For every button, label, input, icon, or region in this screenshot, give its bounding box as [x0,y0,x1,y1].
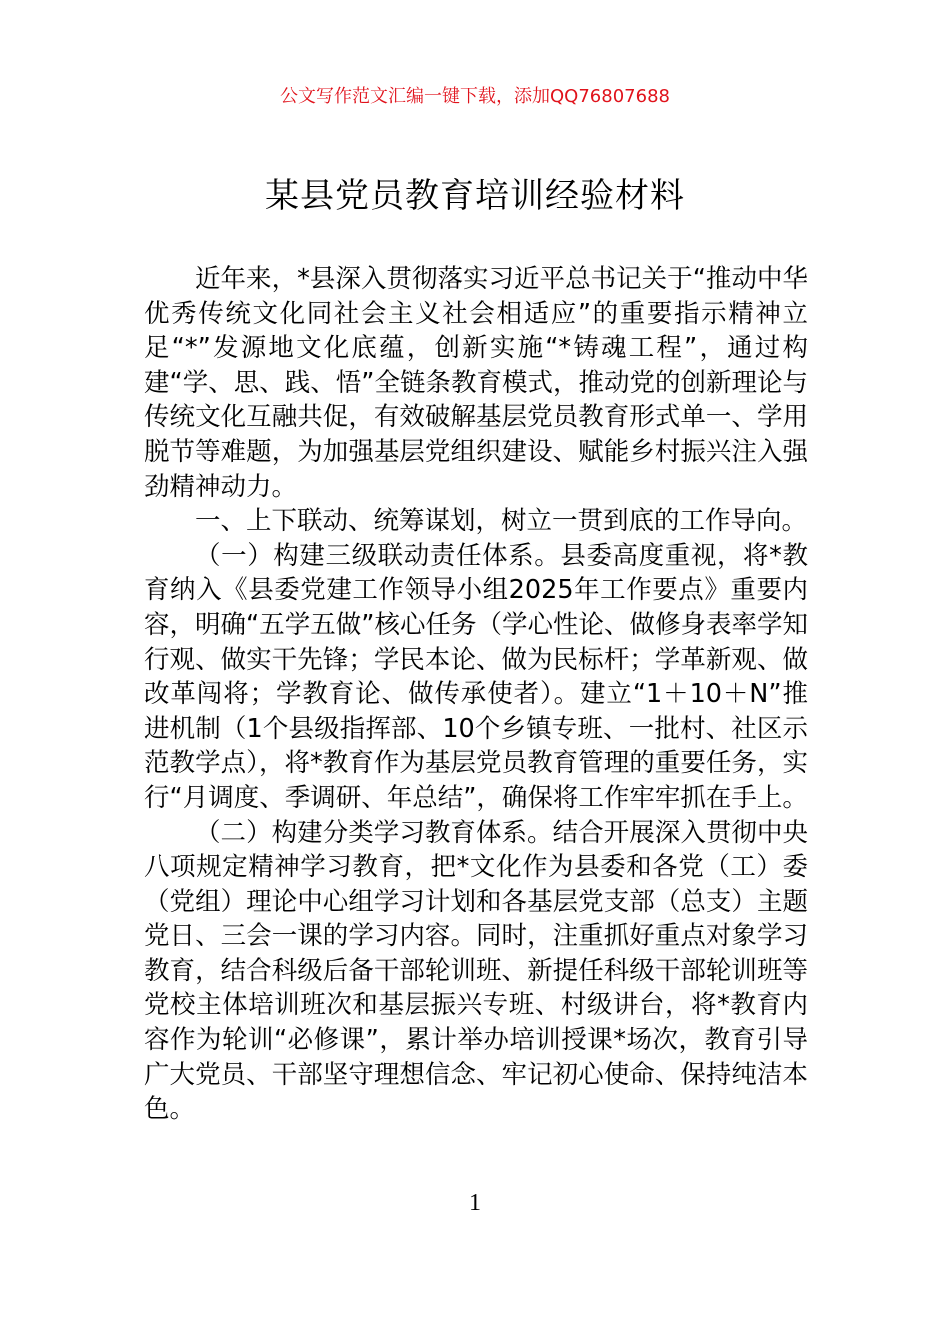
intro-paragraph: 近年来，*县深入贯彻落实习近平总书记关于“推动中华优秀传统文化同社会主义社会相适应”的重要指示精神立足“*”发源地文化底蕴，创新实施“*铸魂工程”，通过构建“学、思、践、悟”全链条教育模式，推动党的创新理论与传统文化互融共促，有效破解基层党员教育形式单一、学用脱节等难题，为加强基层党组织建设、赋能乡村振兴注入强劲精神动力。 [144,264,808,502]
promo-banner: 公文写作范文汇编一键下载，添加QQ76807688 [280,86,670,107]
section-heading-1: 一、上下联动、统筹谋划，树立一贯到底的工作导向。 [195,506,808,537]
page-number: 1 [469,1190,481,1216]
subsection-paragraph-1: （一）构建三级联动责任体系。县委高度重视，将*教育纳入《县委党建工作领导小组2025年工作要点》重要内容，明确“五学五做”核心任务（学心性论、做修身表率学知行观、做实干先锋；学民本论、做为民标杆；学革新观、做改革闯将；学教育论、做传承使者）。建立“1＋10＋N”推进机制（1个县级指挥部、10个乡镇专班、一批村、社区示范教学点），将*教育作为基层党员教育管理的重要任务，实行“月调度、季调研、年总结”，确保将工作牢牢抓在手上。 [144,540,808,813]
subsection-paragraph-2: （二）构建分类学习教育体系。结合开展深入贯彻中央八项规定精神学习教育，把*文化作为县委和各党（工）委（党组）理论中心组学习计划和各基层党支部（总支）主题党日、三会一课的学习内容。同时，注重抓好重点对象学习教育，结合科级后备干部轮训班、新提任科级干部轮训班等党校主体培训班次和基层振兴专班、村级讲台，将*教育内容作为轮训“必修课”，累计举办培训授课*场次，教育引导广大党员、干部坚守理想信念、牢记初心使命、保持纯洁本色。 [144,817,808,1125]
document-title: 某县党员教育培训经验材料 [265,176,685,216]
document-body [144,262,808,1127]
